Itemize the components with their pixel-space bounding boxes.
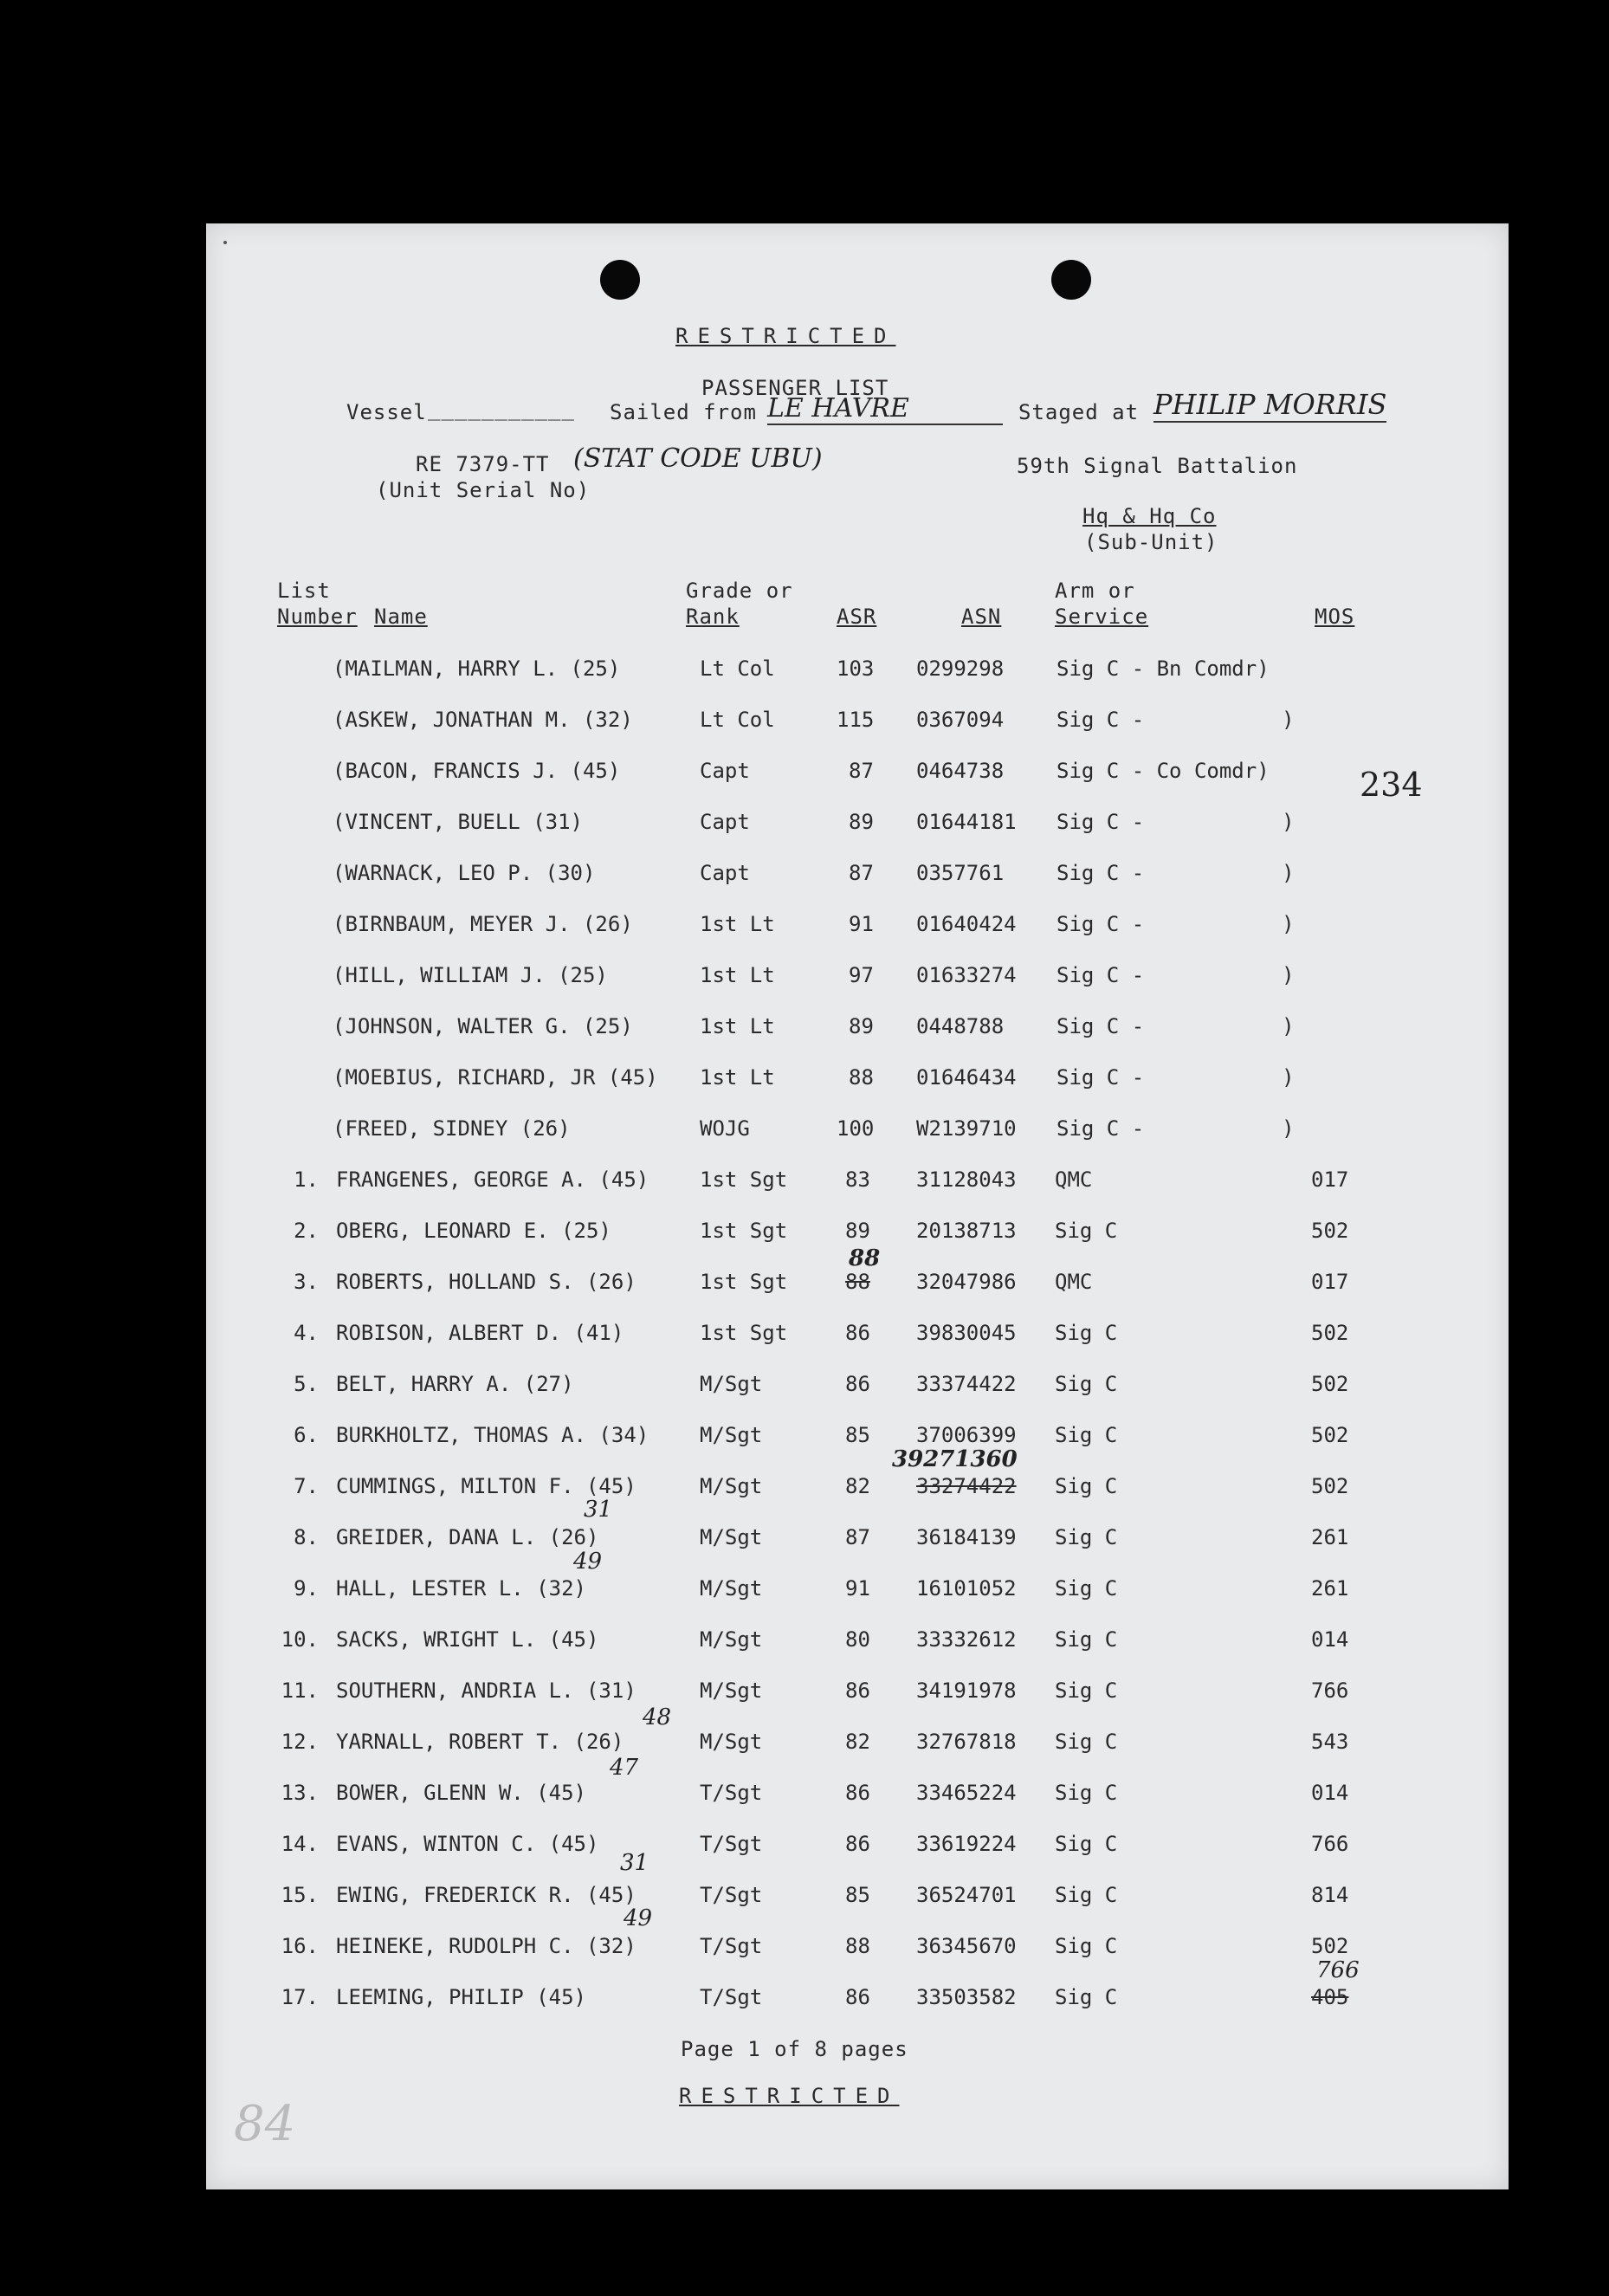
cell-mos: 261 <box>1311 1576 1349 1601</box>
cell-rank: WOJG <box>700 1116 750 1141</box>
cell-asn: 33619224 <box>916 1832 1017 1856</box>
punch-hole-right <box>1051 260 1091 300</box>
cell-service: Sig C - ) <box>1057 1065 1295 1090</box>
cell-name: (MAILMAN, HARRY L. (25) <box>333 656 621 681</box>
cell-asn: 0357761 <box>916 861 1005 885</box>
table-row <box>206 1525 1509 1560</box>
cell-mos: 017 <box>1311 1270 1349 1294</box>
cell-name: ROBERTS, HOLLAND S. (26) <box>336 1270 636 1294</box>
table-row <box>206 1985 1509 2020</box>
cell-number: 13. <box>281 1781 319 1805</box>
col-asr-header: ASR <box>837 605 877 629</box>
handwritten-mos-correction: 766 <box>1316 1957 1360 1983</box>
vessel-blank: ___________ <box>428 397 575 421</box>
vessel-label: Vessel <box>346 400 427 424</box>
cell-mos: 014 <box>1311 1781 1349 1805</box>
cell-name: LEEMING, PHILIP (45) <box>336 1985 586 2009</box>
cell-service: QMC <box>1055 1270 1093 1294</box>
table-row <box>206 963 1509 998</box>
cell-asr: 86 <box>845 1321 870 1345</box>
cell-asn: 33274422 <box>916 1474 1017 1498</box>
cell-service: Sig C <box>1055 1372 1118 1396</box>
table-row <box>206 1372 1509 1407</box>
cell-rank: M/Sgt <box>700 1474 763 1498</box>
table-row <box>206 912 1509 947</box>
cell-number: 6. <box>294 1423 319 1447</box>
cell-service: Sig C - ) <box>1057 861 1295 885</box>
table-row <box>206 708 1509 742</box>
cell-asr: 89 <box>845 1219 870 1243</box>
cell-asn: 32767818 <box>916 1730 1017 1754</box>
cell-name: EVANS, WINTON C. (45) <box>336 1832 599 1856</box>
cell-mos: 502 <box>1311 1423 1349 1447</box>
cell-asn: 01633274 <box>916 963 1017 987</box>
cell-service: Sig C - ) <box>1057 963 1295 987</box>
cell-asr: 83 <box>845 1167 870 1192</box>
table-row <box>206 1678 1509 1713</box>
cell-rank: 1st Lt <box>700 912 775 936</box>
cell-rank: M/Sgt <box>700 1678 763 1703</box>
cell-rank: 1st Sgt <box>700 1321 788 1345</box>
cell-number: 4. <box>294 1321 319 1345</box>
table-row <box>206 1167 1509 1202</box>
cell-number: 9. <box>294 1576 319 1601</box>
cell-rank: M/Sgt <box>700 1423 763 1447</box>
cell-asr: 80 <box>845 1627 870 1652</box>
cell-number: 2. <box>294 1219 319 1243</box>
cell-service: Sig C <box>1055 1934 1118 1958</box>
cell-rank: T/Sgt <box>700 1832 763 1856</box>
cell-mos: 502 <box>1311 1321 1349 1345</box>
cell-name: SOUTHERN, ANDRIA L. (31) <box>336 1678 636 1703</box>
cell-asr: 87 <box>849 759 874 783</box>
cell-asn: W2139710 <box>916 1116 1017 1141</box>
cell-asn: 0448788 <box>916 1014 1005 1038</box>
table-row <box>206 1014 1509 1049</box>
cell-mos: 405 <box>1311 1985 1349 2009</box>
cell-name: HEINEKE, RUDOLPH C. (32) <box>336 1934 636 1958</box>
col-asn-header: ASN <box>961 605 1002 629</box>
cell-number: 16. <box>281 1934 319 1958</box>
cell-name: HALL, LESTER L. (32) <box>336 1576 586 1601</box>
cell-asn: 33503582 <box>916 1985 1017 2009</box>
stat-code-note: (STAT CODE UBU) <box>573 443 823 474</box>
cell-asr: 86 <box>845 1781 870 1805</box>
cell-asr: 89 <box>849 810 874 834</box>
restricted-heading-top: RESTRICTED <box>675 324 896 348</box>
cell-name: (MOEBIUS, RICHARD, JR (45) <box>333 1065 658 1090</box>
cell-mos: 502 <box>1311 1372 1349 1396</box>
cell-number: 12. <box>281 1730 319 1754</box>
cell-name: SACKS, WRIGHT L. (45) <box>336 1627 599 1652</box>
cell-rank: T/Sgt <box>700 1934 763 1958</box>
cell-asr: 86 <box>845 1372 870 1396</box>
handwritten-page-number: 234 <box>1360 766 1423 804</box>
cell-mos: 502 <box>1311 1219 1349 1243</box>
staged-at-value: PHILIP MORRIS <box>1153 388 1387 421</box>
cell-service: Sig C - Co Comdr) <box>1057 759 1270 783</box>
cell-rank: 1st Sgt <box>700 1167 788 1192</box>
cell-mos: 543 <box>1311 1730 1349 1754</box>
page-count: Page 1 of 8 pages <box>681 2037 908 2061</box>
col-list-header: List <box>277 579 331 603</box>
cell-rank: M/Sgt <box>700 1525 763 1549</box>
cell-service: Sig C <box>1055 1985 1118 2009</box>
cell-service: Sig C <box>1055 1883 1118 1907</box>
cell-asr: 88 <box>845 1934 870 1958</box>
cell-mos: 766 <box>1311 1678 1349 1703</box>
cell-service: Sig C <box>1055 1321 1118 1345</box>
cell-asr: 115 <box>837 708 875 732</box>
cell-number: 14. <box>281 1832 319 1856</box>
cell-service: Sig C <box>1055 1781 1118 1805</box>
cell-name: (HILL, WILLIAM J. (25) <box>333 963 608 987</box>
cell-mos: 014 <box>1311 1627 1349 1652</box>
handwritten-asn-correction: 39271360 <box>892 1446 1018 1472</box>
cell-service: Sig C <box>1055 1832 1118 1856</box>
cell-asn: 32047986 <box>916 1270 1017 1294</box>
cell-asn: 01646434 <box>916 1065 1017 1090</box>
cell-asr: 82 <box>845 1474 870 1498</box>
cell-number: 11. <box>281 1678 319 1703</box>
cell-name: (BACON, FRANCIS J. (45) <box>333 759 621 783</box>
cell-asr: 86 <box>845 1832 870 1856</box>
cell-rank: Capt <box>700 759 750 783</box>
table-row <box>206 1883 1509 1918</box>
cell-rank: 1st Lt <box>700 963 775 987</box>
cell-mos: 502 <box>1311 1474 1349 1498</box>
cell-asr: 85 <box>845 1883 870 1907</box>
cell-rank: M/Sgt <box>700 1627 763 1652</box>
unit-serial-number: RE 7379-TT <box>416 452 550 476</box>
cell-name: (FREED, SIDNEY (26) <box>333 1116 571 1141</box>
cell-service: Sig C <box>1055 1730 1118 1754</box>
handwritten-age-correction: 49 <box>573 1549 603 1575</box>
cell-asn: 33374422 <box>916 1372 1017 1396</box>
cell-number: 5. <box>294 1372 319 1396</box>
cell-asn: 36345670 <box>916 1934 1017 1958</box>
cell-name: BELT, HARRY A. (27) <box>336 1372 574 1396</box>
cell-asn: 16101052 <box>916 1576 1017 1601</box>
cell-asr: 82 <box>845 1730 870 1754</box>
passenger-list-title: PASSENGER LIST <box>701 376 889 400</box>
cell-service: Sig C - ) <box>1057 1014 1295 1038</box>
handwritten-corner-number: 84 <box>234 2096 296 2152</box>
cell-asn: 0299298 <box>916 656 1005 681</box>
cell-name: GREIDER, DANA L. (26) <box>336 1525 599 1549</box>
cell-asr: 88 <box>849 1065 874 1090</box>
cell-name: EWING, FREDERICK R. (45) <box>336 1883 636 1907</box>
cell-name: (ASKEW, JONATHAN M. (32) <box>333 708 633 732</box>
cell-number: 8. <box>294 1525 319 1549</box>
handwritten-age-correction: 49 <box>624 1905 653 1931</box>
paper-speck <box>223 241 227 244</box>
table-row <box>206 1781 1509 1815</box>
table-row <box>206 1627 1509 1662</box>
table-row <box>206 1270 1509 1304</box>
cell-mos: 766 <box>1311 1832 1349 1856</box>
cell-asn: 34191978 <box>916 1678 1017 1703</box>
cell-name: ROBISON, ALBERT D. (41) <box>336 1321 624 1345</box>
cell-mos: 814 <box>1311 1883 1349 1907</box>
table-row <box>206 1321 1509 1355</box>
table-row <box>206 759 1509 793</box>
cell-asr: 86 <box>845 1985 870 2009</box>
sailed-from-value: LE HAVRE <box>767 393 1003 425</box>
cell-asn: 33332612 <box>916 1627 1017 1652</box>
table-row <box>206 1423 1509 1458</box>
cell-service: Sig C <box>1055 1474 1118 1498</box>
cell-rank: M/Sgt <box>700 1730 763 1754</box>
table-row <box>206 1065 1509 1100</box>
cell-asr: 97 <box>849 963 874 987</box>
cell-asn: 36184139 <box>916 1525 1017 1549</box>
cell-rank: T/Sgt <box>700 1985 763 2009</box>
table-row <box>206 810 1509 844</box>
table-row <box>206 1576 1509 1611</box>
cell-rank: M/Sgt <box>700 1576 763 1601</box>
cell-name: CUMMINGS, MILTON F. (45) <box>336 1474 636 1498</box>
table-row <box>206 1474 1509 1509</box>
cell-asr: 86 <box>845 1678 870 1703</box>
col-grade-header: Grade or <box>686 579 793 603</box>
cell-asn: 20138713 <box>916 1219 1017 1243</box>
battalion-name: 59th Signal Battalion <box>1017 454 1298 478</box>
cell-asr: 91 <box>849 912 874 936</box>
cell-asn: 31128043 <box>916 1167 1017 1192</box>
cell-asn: 01640424 <box>916 912 1017 936</box>
unit-serial-label: (Unit Serial No) <box>376 478 591 502</box>
cell-service: Sig C <box>1055 1576 1118 1601</box>
cell-asr: 100 <box>837 1116 875 1141</box>
cell-rank: 1st Lt <box>700 1065 775 1090</box>
cell-name: (JOHNSON, WALTER G. (25) <box>333 1014 633 1038</box>
table-row <box>206 1934 1509 1969</box>
cell-service: Sig C - ) <box>1057 1116 1295 1141</box>
cell-name: (VINCENT, BUELL (31) <box>333 810 583 834</box>
col-rank-header: Rank <box>686 605 740 629</box>
handwritten-age-correction: 48 <box>643 1704 672 1730</box>
cell-name: OBERG, LEONARD E. (25) <box>336 1219 611 1243</box>
col-arm-header: Arm or <box>1055 579 1135 603</box>
cell-service: QMC <box>1055 1167 1093 1192</box>
cell-asn: 39830045 <box>916 1321 1017 1345</box>
cell-asr: 87 <box>849 861 874 885</box>
cell-name: (WARNACK, LEO P. (30) <box>333 861 596 885</box>
col-mos-header: MOS <box>1315 605 1355 629</box>
cell-asr: 89 <box>849 1014 874 1038</box>
cell-asr: 85 <box>845 1423 870 1447</box>
cell-name: (BIRNBAUM, MEYER J. (26) <box>333 912 633 936</box>
cell-mos: 017 <box>1311 1167 1349 1192</box>
cell-name: BURKHOLTZ, THOMAS A. (34) <box>336 1423 649 1447</box>
cell-mos: 502 <box>1311 1934 1349 1958</box>
cell-asn: 36524701 <box>916 1883 1017 1907</box>
table-row <box>206 1730 1509 1764</box>
cell-name: FRANGENES, GEORGE A. (45) <box>336 1167 649 1192</box>
cell-asn: 0367094 <box>916 708 1005 732</box>
cell-asn: 01644181 <box>916 810 1017 834</box>
cell-number: 17. <box>281 1985 319 2009</box>
cell-name: BOWER, GLENN W. (45) <box>336 1781 586 1805</box>
table-row <box>206 1832 1509 1866</box>
cell-asr: 88 <box>845 1270 870 1294</box>
cell-rank: T/Sgt <box>700 1883 763 1907</box>
col-name-header: Name <box>374 605 428 629</box>
cell-number: 7. <box>294 1474 319 1498</box>
col-number-header: Number <box>277 605 358 629</box>
cell-asn: 0464738 <box>916 759 1005 783</box>
table-row <box>206 861 1509 896</box>
cell-asr: 87 <box>845 1525 870 1549</box>
cell-rank: Capt <box>700 861 750 885</box>
sub-unit-name: Hq & Hq Co <box>1082 504 1217 528</box>
cell-number: 10. <box>281 1627 319 1652</box>
handwritten-age-correction: 47 <box>610 1755 639 1781</box>
cell-service: Sig C - ) <box>1057 810 1295 834</box>
staged-at-label: Staged at <box>1018 400 1140 424</box>
cell-service: Sig C <box>1055 1678 1118 1703</box>
cell-service: Sig C <box>1055 1423 1118 1447</box>
cell-service: Sig C - ) <box>1057 708 1295 732</box>
restricted-heading-bottom: RESTRICTED <box>679 2084 900 2108</box>
cell-name: YARNALL, ROBERT T. (26) <box>336 1730 624 1754</box>
cell-number: 1. <box>294 1167 319 1192</box>
table-row <box>206 1116 1509 1151</box>
sub-unit-label: (Sub-Unit) <box>1084 530 1218 554</box>
table-row <box>206 656 1509 691</box>
cell-number: 3. <box>294 1270 319 1294</box>
cell-rank: T/Sgt <box>700 1781 763 1805</box>
cell-mos: 261 <box>1311 1525 1349 1549</box>
sailed-from-label: Sailed from <box>610 400 757 424</box>
cell-rank: 1st Sgt <box>700 1270 788 1294</box>
handwritten-age-correction: 31 <box>620 1850 649 1876</box>
cell-rank: Lt Col <box>700 708 775 732</box>
cell-rank: 1st Sgt <box>700 1219 788 1243</box>
cell-service: Sig C <box>1055 1627 1118 1652</box>
cell-rank: Lt Col <box>700 656 775 681</box>
cell-service: Sig C <box>1055 1219 1118 1243</box>
passenger-list-page <box>206 223 1509 2189</box>
cell-rank: Capt <box>700 810 750 834</box>
cell-asr: 91 <box>845 1576 870 1601</box>
cell-service: Sig C <box>1055 1525 1118 1549</box>
cell-number: 15. <box>281 1883 319 1907</box>
cell-service: Sig C - Bn Comdr) <box>1057 656 1270 681</box>
cell-service: Sig C - ) <box>1057 912 1295 936</box>
cell-rank: M/Sgt <box>700 1372 763 1396</box>
punch-hole-left <box>600 260 640 300</box>
cell-asn: 33465224 <box>916 1781 1017 1805</box>
handwritten-asr-correction: 88 <box>849 1245 881 1271</box>
handwritten-age-correction: 31 <box>584 1497 613 1523</box>
col-service-header: Service <box>1055 605 1149 629</box>
cell-rank: 1st Lt <box>700 1014 775 1038</box>
cell-asn: 37006399 <box>916 1423 1017 1447</box>
cell-asr: 103 <box>837 656 875 681</box>
